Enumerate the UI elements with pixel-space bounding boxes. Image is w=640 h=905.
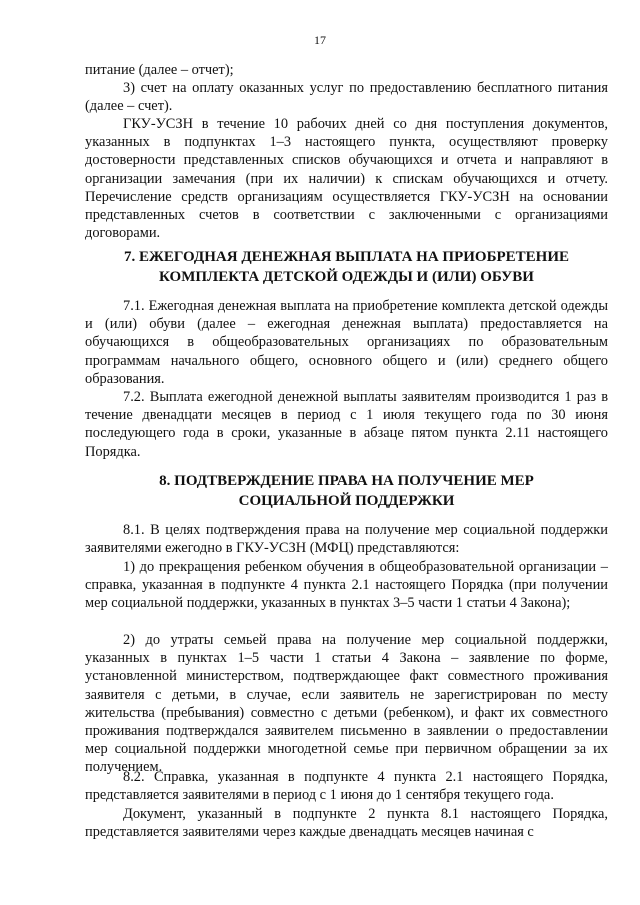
section-7-heading (85, 247, 608, 287)
section-8-heading (85, 471, 608, 511)
section-7-heading-line-1: 7. ЕЖЕГОДНАЯ ДЕНЕЖНАЯ ВЫПЛАТА НА ПРИОБРЕТЕНИЕ (123, 249, 570, 265)
paragraph-7-2: 7.2. Выплата ежегодной денежной выплаты заявителям производится 1 раз в течение двенадцати месяцев в период с 1 июля текущего года по 30 июня последующего года в сроки, указанные в абзаце пятом пункта 2.11 настоящего Порядка. (85, 389, 608, 460)
section-8-heading-line-1: 8. ПОДТВЕРЖДЕНИЕ ПРАВА НА ПОЛУЧЕНИЕ МЕР (159, 473, 534, 489)
paragraph-8-2: 8.2. Справка, указанная в подпункте 4 пункта 2.1 настоящего Порядка, представляется заявителями в период с 1 июня до 1 сентября текущего года. (85, 769, 608, 804)
section-7-heading-line-2: КОМПЛЕКТА ДЕТСКОЙ ОДЕЖДЫ И (ИЛИ) ОБУВИ (159, 269, 534, 285)
paragraph-8-1-item-1: 1) до прекращения ребенком обучения в общеобразовательной организации – справка, указанная в подпункте 4 пункта 2.1 настоящего Порядка (при получении мер социальной поддержки, указанных в пунктах 3–5 части 1 статьи 4 Закона); (85, 559, 608, 612)
paragraph-7-1: 7.1. Ежегодная денежная выплата на приобретение комплекта детской одежды и (или) обуви (далее – ежегодная денежная выплата) предоставляется на обучающихся в общеобразовательных организациях по образовательным программам начального общего, основного общего и (или) среднего общего образования. (85, 298, 608, 387)
paragraph-invoice-item: 3) счет на оплату оказанных услуг по предоставлению бесплатного питания (далее – счет). (85, 80, 608, 115)
page-number: 17 (314, 33, 326, 47)
section-8-heading-line-2: СОЦИАЛЬНОЙ ПОДДЕРЖКИ (238, 493, 455, 509)
paragraph-8-1: 8.1. В целях подтверждения права на получение мер социальной поддержки заявителями ежегодно в ГКУ-УСЗН (МФЦ) представляются: (85, 522, 608, 557)
paragraph-report-continuation: питание (далее – отчет); (85, 62, 234, 78)
paragraph-8-1-item-2: 2) до утраты семьей права на получение мер социальной поддержки, указанных в пунктах 1–5 части 1 статьи 4 Закона – заявление по форме, установленной министерством, подтверждающее факт совместного проживания заявителя с детьми, в случае, если заявитель не зарегистрирован по месту жительства (пребывания) совместно с детьми (ребенком), и факт их совместного проживания подтверждался заявителем письменно в заявлении о предоставлении мер социальной поддержки многодетной семье при первичном обращении за их получением. (85, 632, 608, 776)
paragraph-verification: ГКУ-УСЗН в течение 10 рабочих дней со дня поступления документов, указанных в подпунктах 1–3 настоящего пункта, осуществляют проверку достоверности представленных списков обучающихся и отчета и направляют в организации замечания (при их наличии) к спискам обучающихся и отчету. Перечисление средств организациям осуществляется ГКУ-УСЗН на основании представленных счетов в соответствии с заключенными с организациями договорами. (85, 116, 608, 242)
paragraph-8-2-document: Документ, указанный в подпункте 2 пункта 8.1 настоящего Порядка, представляется заявителями через каждые двенадцать месяцев начиная с (85, 806, 608, 841)
